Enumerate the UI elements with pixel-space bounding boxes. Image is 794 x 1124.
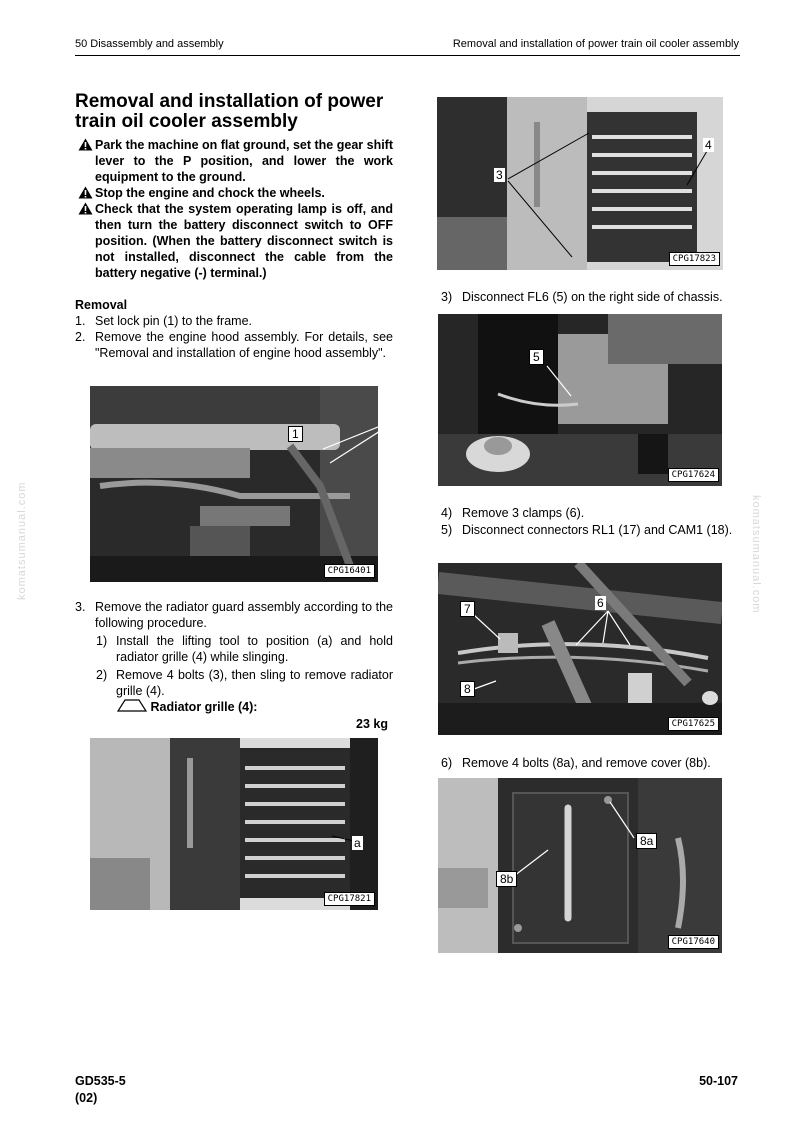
step-3-6 [441,755,741,771]
fl6-connector-photo [438,314,722,486]
weight-icon [117,699,147,713]
radiator-grille-photo [90,738,378,910]
footer-page-number: 50-107 [699,1074,738,1088]
step-1 [75,313,395,329]
step-3-1-text: Install the lifting tool to position (a) and hold radiator grille (4) while slinging. [116,634,393,664]
figure-cpg17624 [438,314,722,486]
warning-2 [78,185,393,201]
step-3-num: 3. [75,600,86,614]
step-1-text: Set lock pin (1) to the frame. [95,314,253,328]
step-3-2-num: 2) [96,668,108,682]
figure-code-cpg17823: CPG17823 [669,252,720,266]
step-3-3-num: 3) [441,290,453,304]
warning-text-1: Park the machine on flat ground, set the gear shift lever to the P position, and lower the work equipment to the ground. [95,138,393,184]
step-3-3 [441,289,741,305]
step-3-4 [441,505,741,521]
warning-1 [78,137,393,185]
callout-3: 3 [496,168,503,182]
header-right: Removal and installation of power train oil cooler assembly [452,38,739,50]
header-rule [75,55,740,56]
lock-pin-photo [90,386,378,582]
weight-value: 23 kg [356,717,388,731]
figure-code-cpg17821: CPG17821 [324,892,375,906]
radiator-grille-bolts-photo [437,97,723,270]
callout-5: 5 [529,349,544,365]
step-3-3-text: Disconnect FL6 (5) on the right side of chassis. [462,290,723,304]
figure-cpg17821 [90,738,378,910]
step-1-num: 1. [75,314,86,328]
weight-row [117,699,257,715]
watermark-left: komatsumanual.com [16,481,28,600]
header-left: 50 Disassembly and assembly [75,38,224,50]
watermark-right: komatsumanual.com [750,495,762,614]
callout-8b: 8b [496,871,517,887]
callout-4: 4 [705,138,712,152]
callout-1: 1 [288,426,303,442]
warning-icon [78,202,93,215]
figure-cpg17823 [437,97,723,270]
weight-label: Radiator grille (4): [150,700,258,714]
figure-cpg17640 [438,778,722,953]
step-3-4-text: Remove 3 clamps (6). [462,506,585,520]
step-3-5 [441,522,739,538]
step-3-2 [96,667,393,699]
step-3-5-text: Disconnect connectors RL1 (17) and CAM1 (18). [462,523,733,537]
step-3 [75,599,393,631]
warning-text-3: Check that the system operating lamp is off, and then turn the battery disconnect switch to OFF position. (When the battery disconnect switch is not installed, disconnect the cable from the battery negative (-) terminal.) [95,202,393,280]
cover-bolts-photo [438,778,722,953]
figure-cpg17625 [438,563,722,735]
step-2 [75,329,393,361]
figure-code-cpg17624: CPG17624 [668,468,719,482]
step-3-5-num: 5) [441,523,453,537]
step-3-1-num: 1) [96,634,108,648]
step-3-2-text: Remove 4 bolts (3), then sling to remove radiator grille (4). [116,668,393,698]
step-3-text: Remove the radiator guard assembly according to the following procedure. [95,600,393,630]
footer-model: GD535-5 [75,1074,126,1088]
step-3-4-num: 4) [441,506,453,520]
step-2-num: 2. [75,330,86,344]
callout-6: 6 [597,596,604,610]
step-3-1 [96,633,393,665]
callout-7: 7 [460,601,475,617]
figure-code-cpg16401: CPG16401 [324,564,375,578]
step-2-text: Remove the engine hood assembly. For details, see "Removal and installation of engine hood assembly". [95,330,393,360]
callout-8: 8 [460,681,475,697]
step-3-6-num: 6) [441,756,453,770]
footer-revision: (02) [75,1091,98,1105]
callout-8a: 8a [636,833,657,849]
figure-code-cpg17640: CPG17640 [668,935,719,949]
warning-icon [78,138,93,151]
step-3-6-text: Remove 4 bolts (8a), and remove cover (8b). [462,756,711,770]
figure-code-cpg17625: CPG17625 [668,717,719,731]
callout-a: a [354,836,361,850]
removal-heading: Removal [75,298,128,312]
figure-cpg16401 [90,386,378,582]
page-title: Removal and installation of power train oil cooler assembly [75,91,384,132]
warning-icon [78,186,93,199]
warning-text-2: Stop the engine and chock the wheels. [95,186,325,200]
warning-3 [78,201,393,281]
clamps-connectors-photo [438,563,722,735]
